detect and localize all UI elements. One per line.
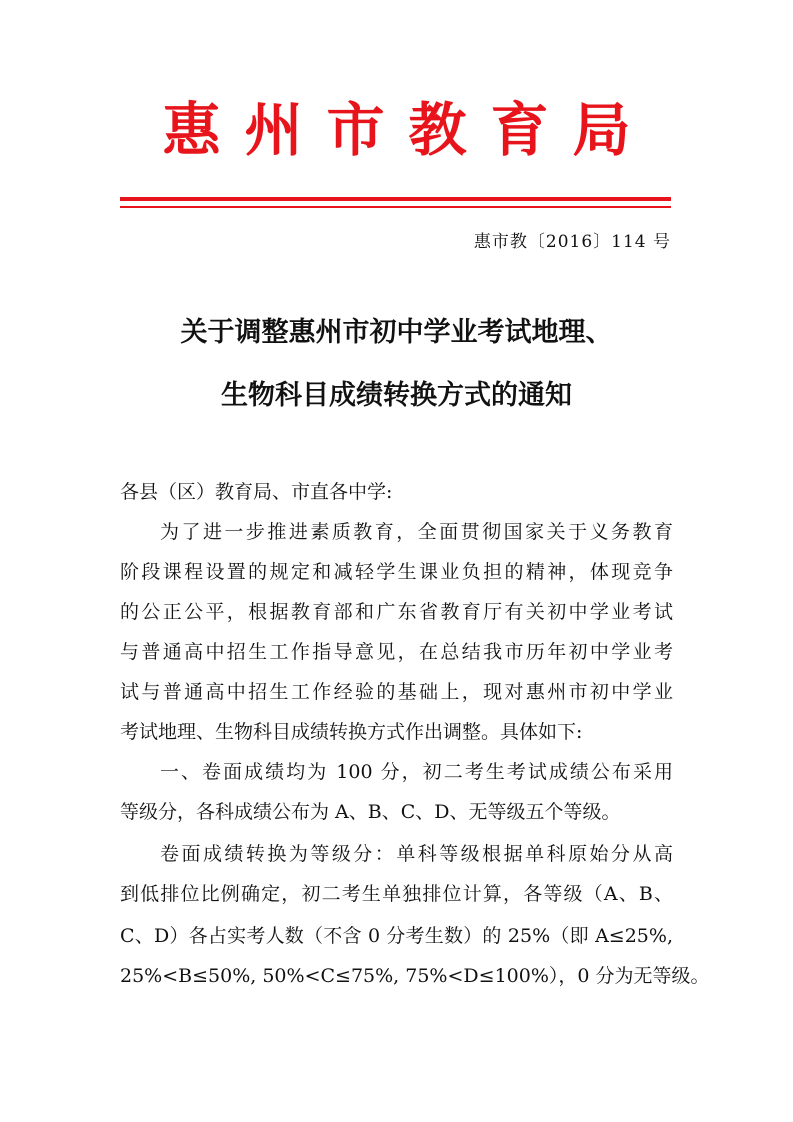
paragraph-1-line: 阶段课程设置的规定和减轻学生课业负担的精神，体现竞争 [120,561,673,583]
salutation: 各县（区）教育局、市直各中学: [120,481,393,503]
document-title-line-1: 关于调整惠州市初中学业考试地理、 [180,317,613,348]
letterhead-org-name: 惠州市教育局 [162,96,655,164]
letterhead-rule-thick [120,197,671,201]
paragraph-2-line: 一、卷面成绩均为 100 分，初二考生考试成绩公布采用 [160,761,673,783]
paragraph-1-line: 试与普通高中招生工作经验的基础上，现对惠州市初中学业 [120,681,673,703]
paragraph-1-line: 考试地理、生物科目成绩转换方式作出调整。具体如下: [120,721,583,743]
document-title-line-2: 生物科目成绩转换方式的通知 [221,380,572,411]
letterhead-rule-thin [120,206,671,208]
paragraph-1-line: 为了进一步推进素质教育，全面贯彻国家关于义务教育 [160,521,673,543]
paragraph-3-line: C、D）各占实考人数（不含 0 分考生数）的 25%（即 A≤25%, [120,925,673,947]
paragraph-3-line: 到低排位比例确定，初二考生单独排位计算，各等级（A、B、 [120,883,673,905]
paragraph-1-line: 的公正公平，根据教育部和广东省教育厅有关初中学业考试 [120,601,673,623]
paragraph-3-line: 25%<B≤50%, 50%<C≤75%, 75%<D≤100%），0 分为无等级。 [120,965,710,987]
document-number: 惠市教〔2016〕114 号 [473,232,671,252]
paragraph-3-line: 卷面成绩转换为等级分：单科等级根据单科原始分从高 [160,843,673,865]
paragraph-2-line: 等级分，各科成绩公布为 A、B、C、D、无等级五个等级。 [120,801,621,823]
paragraph-1-line: 与普通高中招生工作指导意见，在总结我市历年初中学业考 [120,641,673,663]
